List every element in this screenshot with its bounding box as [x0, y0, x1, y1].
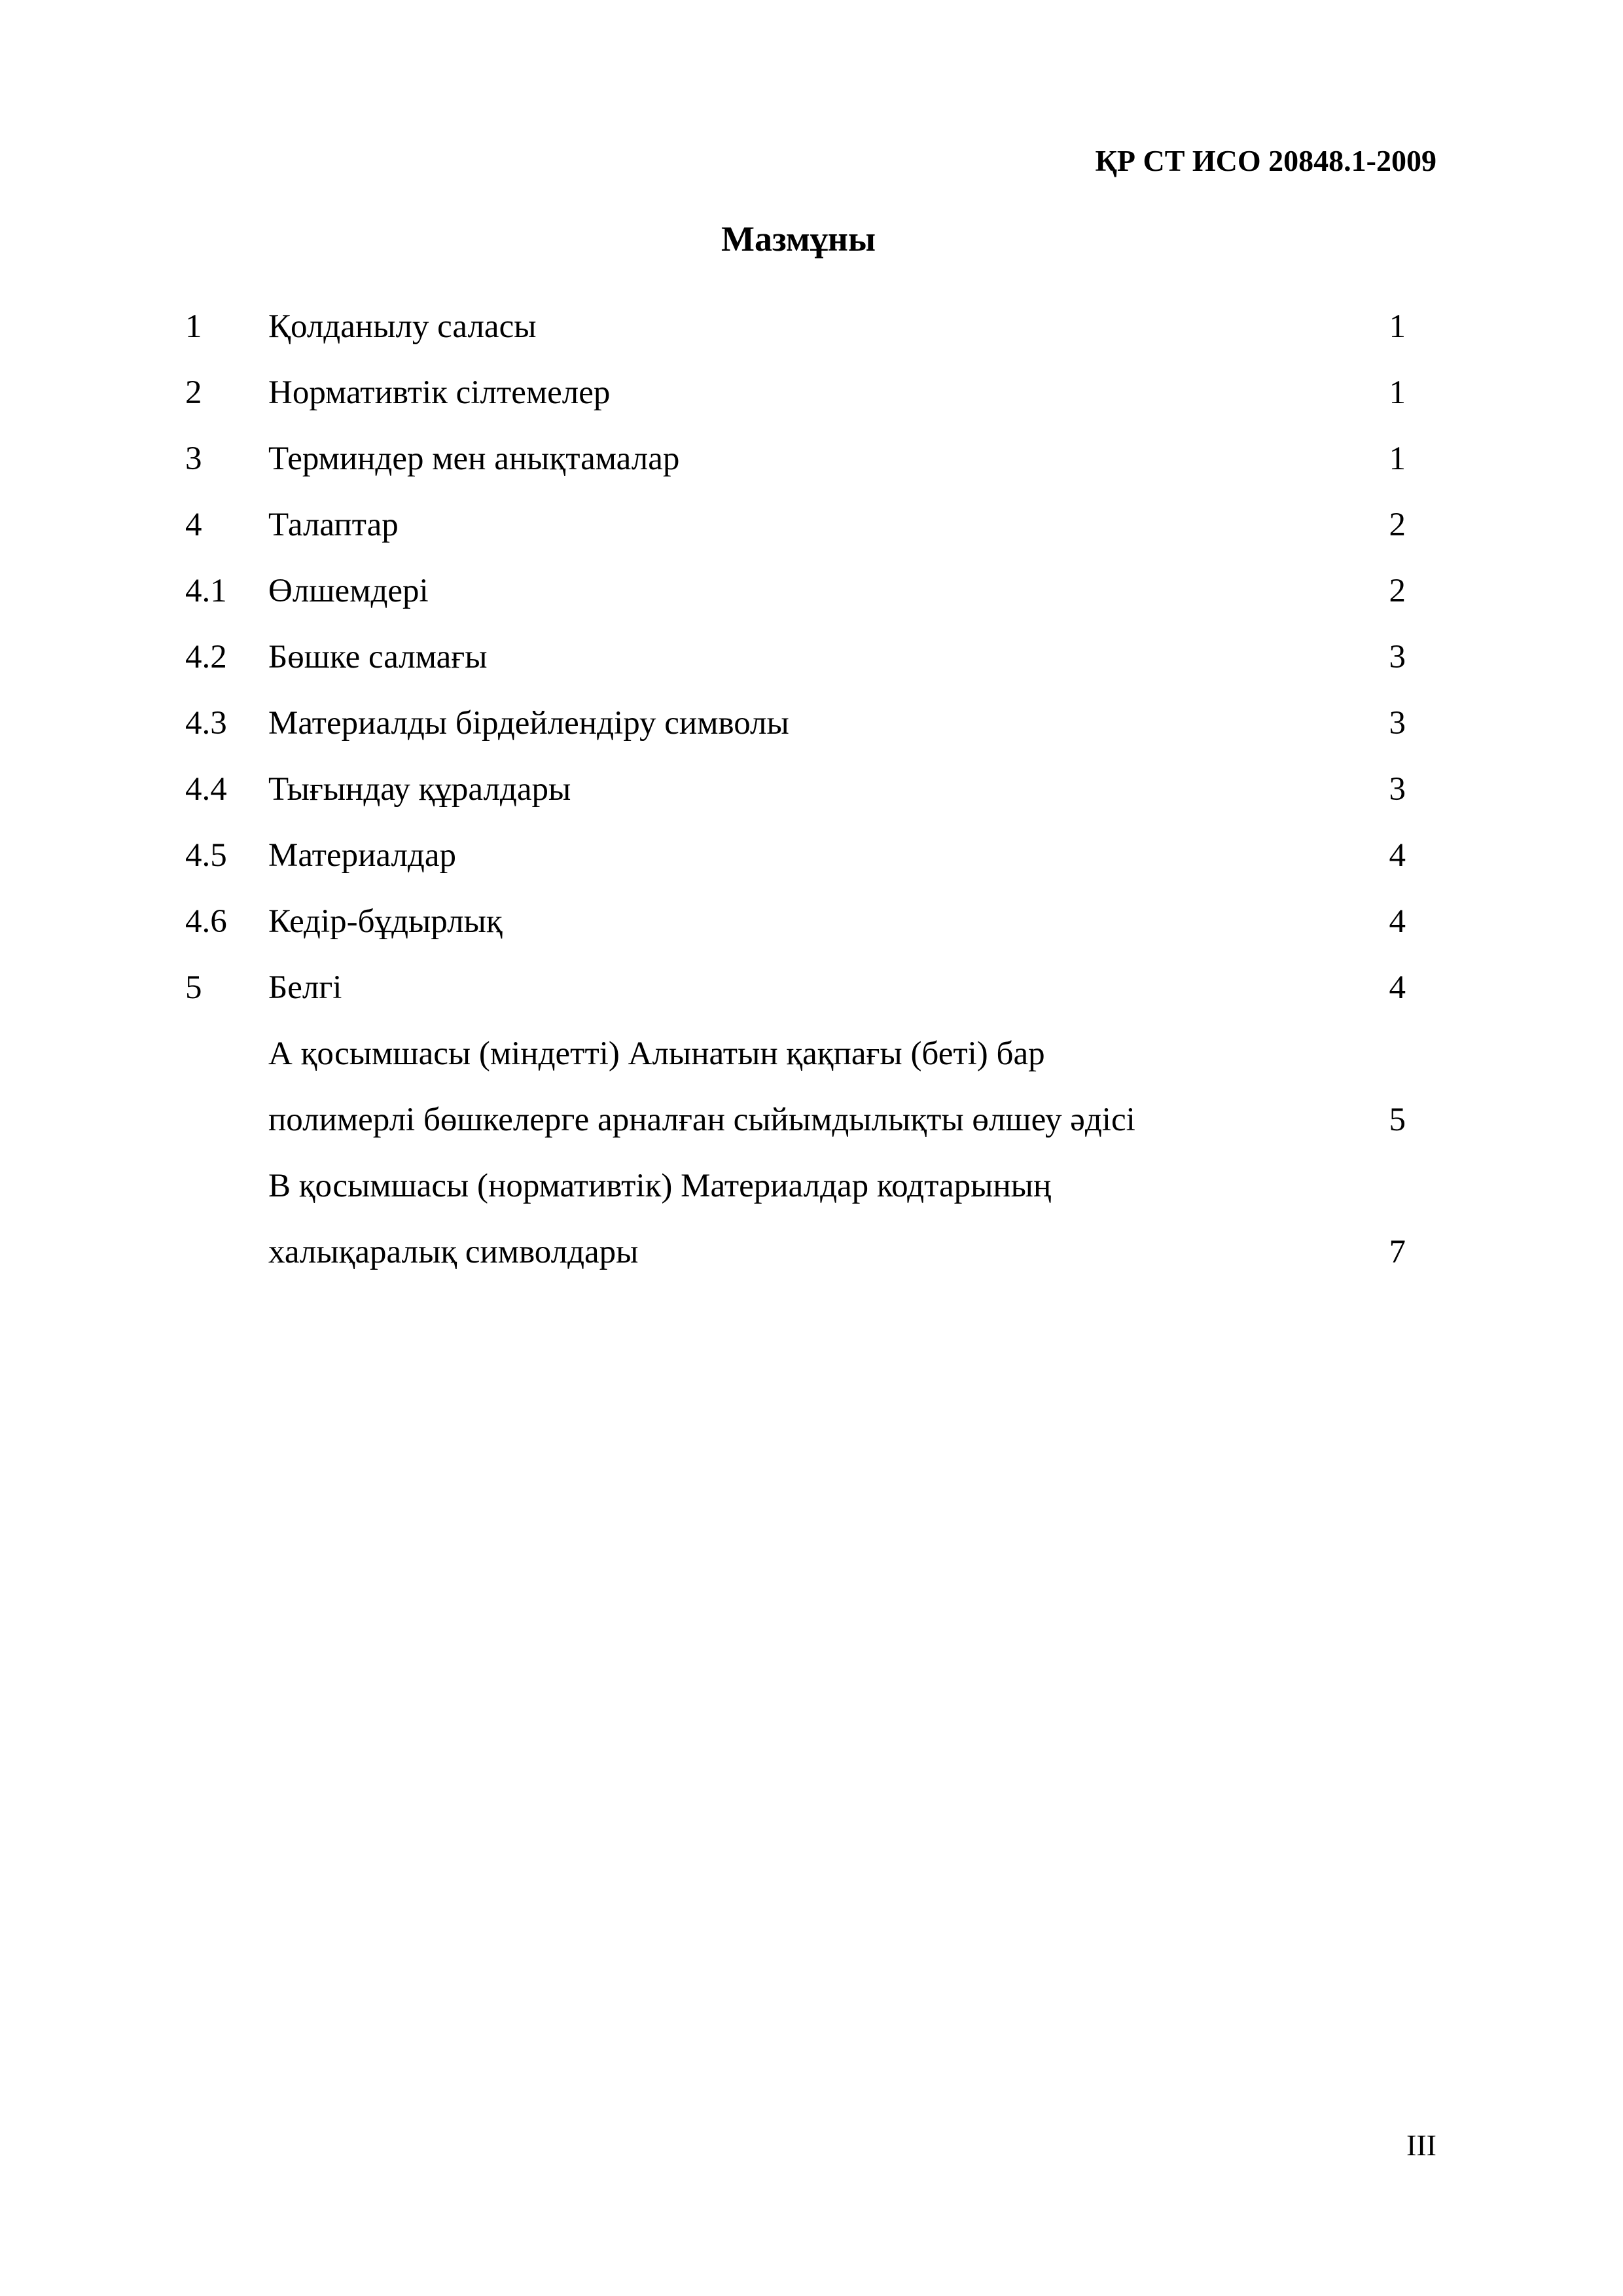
toc-entry-number: 2: [185, 374, 202, 411]
toc-entry-title: Материалды бірдейлендіру символы: [268, 705, 789, 742]
toc-title: Мазмұны: [721, 219, 876, 259]
toc-entry-page: 1: [1389, 308, 1406, 345]
toc-entry-title: Өлшемдері: [268, 573, 429, 609]
toc-annex-page: 5: [1389, 1102, 1406, 1138]
toc-entry-page: 4: [1389, 903, 1406, 940]
toc-entry-title: Кедір-бұдырлық: [268, 903, 503, 940]
toc-entry-title: Бөшке салмағы: [268, 639, 488, 675]
toc-entry-page: 1: [1389, 374, 1406, 411]
toc-entry-page: 4: [1389, 837, 1406, 874]
toc-entry: [0, 965, 1623, 1011]
toc-annex-page: 7: [1389, 1234, 1406, 1270]
toc-entry-title: Қолданылу саласы: [268, 308, 537, 345]
toc-entry: [0, 833, 1623, 878]
toc-entry-title: Талаптар: [268, 507, 399, 543]
toc-annex-title-line-1: А қосымшасы (міндетті) Алынатын қақпағы (беті) бар: [268, 1035, 1045, 1072]
toc-entry: [0, 899, 1623, 944]
toc-entry-title: Тығындау құралдары: [268, 771, 571, 808]
toc-entry-page: 2: [1389, 573, 1406, 609]
page-number: III: [1406, 2128, 1436, 2162]
toc-annex-title-line-1: В қосымшасы (нормативтік) Материалдар кодтарының: [268, 1168, 1052, 1204]
toc-entry-number: 4: [185, 507, 202, 543]
toc-entry-number: 3: [185, 440, 202, 477]
toc-entry: [0, 700, 1623, 746]
toc-entry-title: Терминдер мен анықтамалар: [268, 440, 680, 477]
toc-entry: [0, 766, 1623, 812]
document-code: ҚР СТ ИСО 20848.1-2009: [1095, 144, 1436, 177]
toc-entry-number: 4.5: [185, 837, 227, 874]
toc-entry-title: Материалдар: [268, 837, 456, 874]
toc-entry-page: 2: [1389, 507, 1406, 543]
toc-entry-page: 4: [1389, 969, 1406, 1006]
toc-entry: [0, 370, 1623, 416]
toc-annex-title-line-2: полимерлі бөшкелерге арналған сыйымдылықты өлшеу әдісі: [268, 1102, 1135, 1138]
toc-entry: [0, 502, 1623, 548]
toc-annex-title-line-2: халықаралық символдары: [268, 1234, 639, 1270]
toc-entry-number: 5: [185, 969, 202, 1006]
toc-entry: [0, 634, 1623, 680]
toc-entry-number: 4.4: [185, 771, 227, 808]
toc-entry-page: 3: [1389, 639, 1406, 675]
toc-entry-title: Нормативтік сілтемелер: [268, 374, 611, 411]
toc-entry: [0, 304, 1623, 350]
toc-entry-number: 4.3: [185, 705, 227, 742]
toc-entry-page: 3: [1389, 771, 1406, 808]
toc-entry-number: 4.1: [185, 573, 227, 609]
toc-entry: [0, 436, 1623, 482]
toc-entry-number: 4.2: [185, 639, 227, 675]
toc-entry-page: 3: [1389, 705, 1406, 742]
toc-entry-page: 1: [1389, 440, 1406, 477]
toc-entry-title: Белгі: [268, 969, 342, 1006]
toc-entry: [0, 568, 1623, 614]
toc-entry-number: 1: [185, 308, 202, 345]
toc-entry-number: 4.6: [185, 903, 227, 940]
